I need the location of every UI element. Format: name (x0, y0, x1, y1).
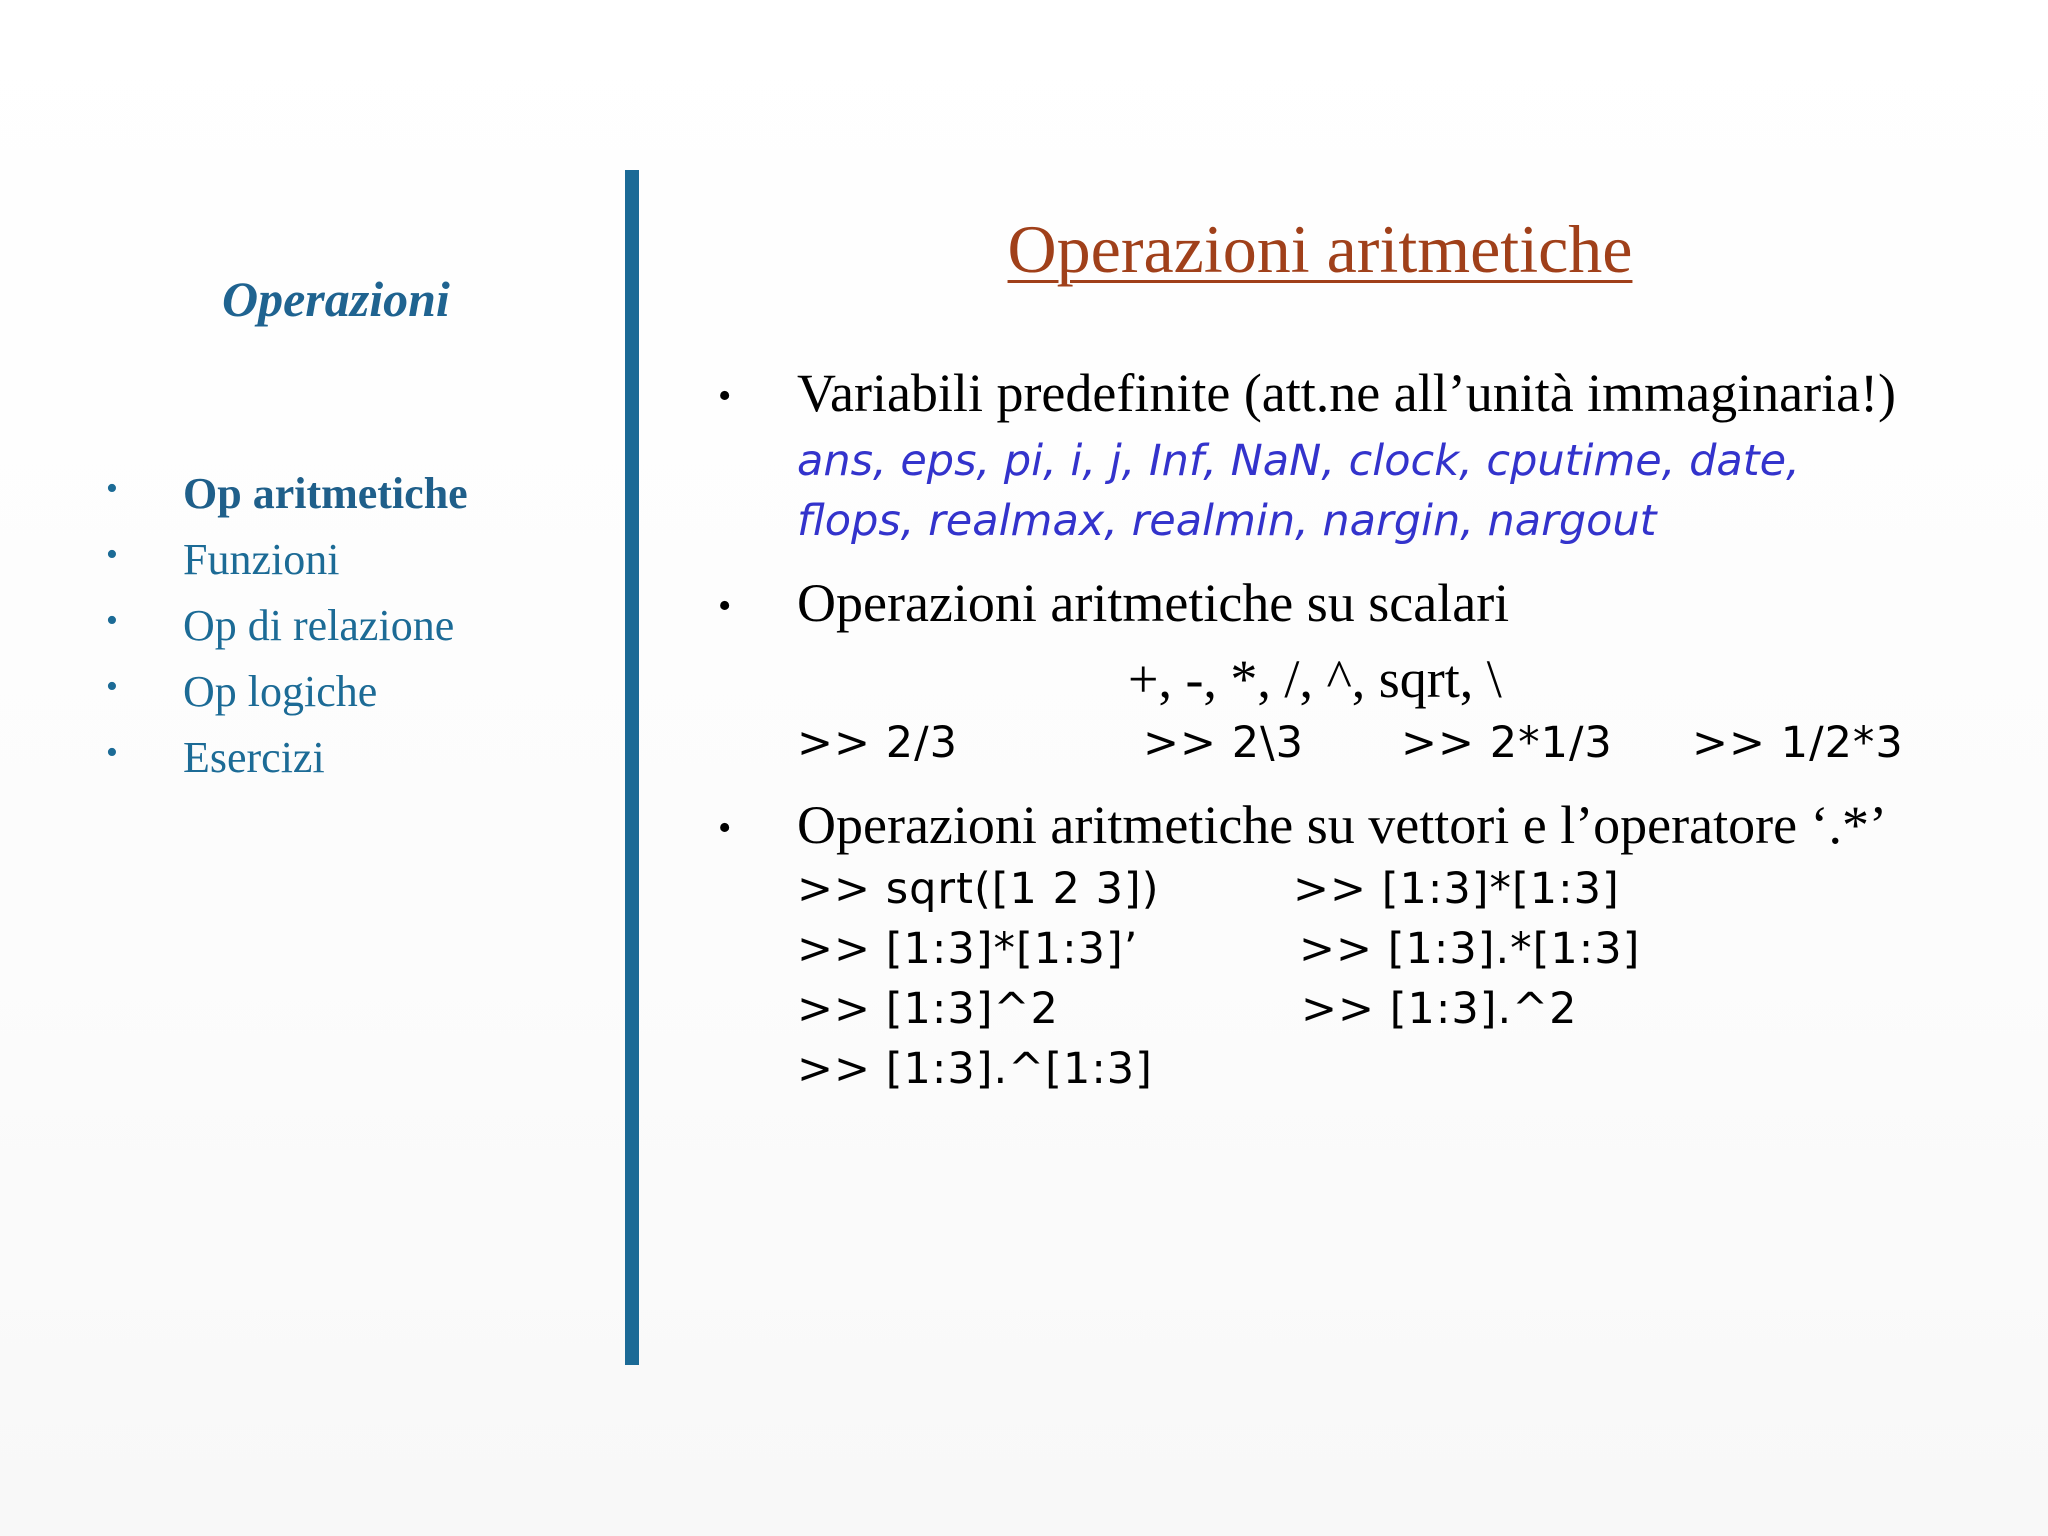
operators-list: +, -, *, /, ^, sqrt, \ (1128, 649, 1502, 709)
predefined-variables-line-1: ans, eps, pi, i, j, Inf, NaN, clock, cputime, date, (797, 436, 1800, 486)
nav-list (100, 468, 570, 798)
nav-item-esercizi[interactable] (100, 732, 570, 798)
vector-example: >> [1:3].^2 (1301, 984, 1578, 1034)
nav-item-label: Op logiche (183, 667, 378, 716)
scalar-example: >> 2\3 (1143, 718, 1304, 768)
nav-item-funzioni[interactable] (100, 534, 570, 600)
vector-example: >> [1:3].^[1:3] (797, 1044, 1153, 1094)
nav-item-op-di-relazione[interactable] (100, 600, 570, 666)
nav-item-label: Op di relazione (183, 601, 455, 650)
scalar-example: >> 2/3 (797, 718, 958, 768)
nav-item-label: Esercizi (183, 733, 325, 782)
bullet-icon: • (106, 668, 118, 705)
vertical-divider (625, 170, 639, 1365)
section-heading-scalari: Operazioni aritmetiche su scalari (797, 573, 1510, 633)
bullet-icon: • (106, 734, 118, 771)
bullet-icon: • (106, 470, 118, 507)
nav-item-label: Op aritmetiche (183, 469, 468, 518)
vector-example: >> [1:3]*[1:3] (1293, 864, 1620, 914)
bullet-icon: • (718, 375, 732, 417)
vector-example: >> [1:3].*[1:3] (1299, 924, 1641, 974)
section-heading-variabili: Variabili predefinite (att.ne all’unità immaginaria!) (797, 363, 1897, 423)
scalar-example: >> 1/2*3 (1692, 718, 1904, 768)
nav-item-label: Funzioni (183, 535, 340, 584)
bullet-icon: • (718, 585, 732, 627)
bullet-icon: • (106, 602, 118, 639)
nav-item-op-aritmetiche[interactable] (100, 468, 570, 534)
vector-example: >> [1:3]^2 (797, 984, 1059, 1034)
bullet-icon: • (718, 807, 732, 849)
nav-item-op-logiche[interactable] (100, 666, 570, 732)
bullet-icon: • (106, 536, 118, 573)
vector-example: >> [1:3]*[1:3]’ (797, 924, 1139, 974)
section-heading-vettori: Operazioni aritmetiche su vettori e l’operatore ‘.*’ (797, 795, 1888, 855)
predefined-variables-line-2: flops, realmax, realmin, nargin, nargout (797, 496, 1657, 546)
vector-example: >> sqrt([1 2 3]) (797, 864, 1160, 914)
scalar-example: >> 2*1/3 (1401, 718, 1613, 768)
slide-title: Operazioni aritmetiche (1007, 211, 1633, 287)
sidebar-title: Operazioni (222, 271, 450, 327)
